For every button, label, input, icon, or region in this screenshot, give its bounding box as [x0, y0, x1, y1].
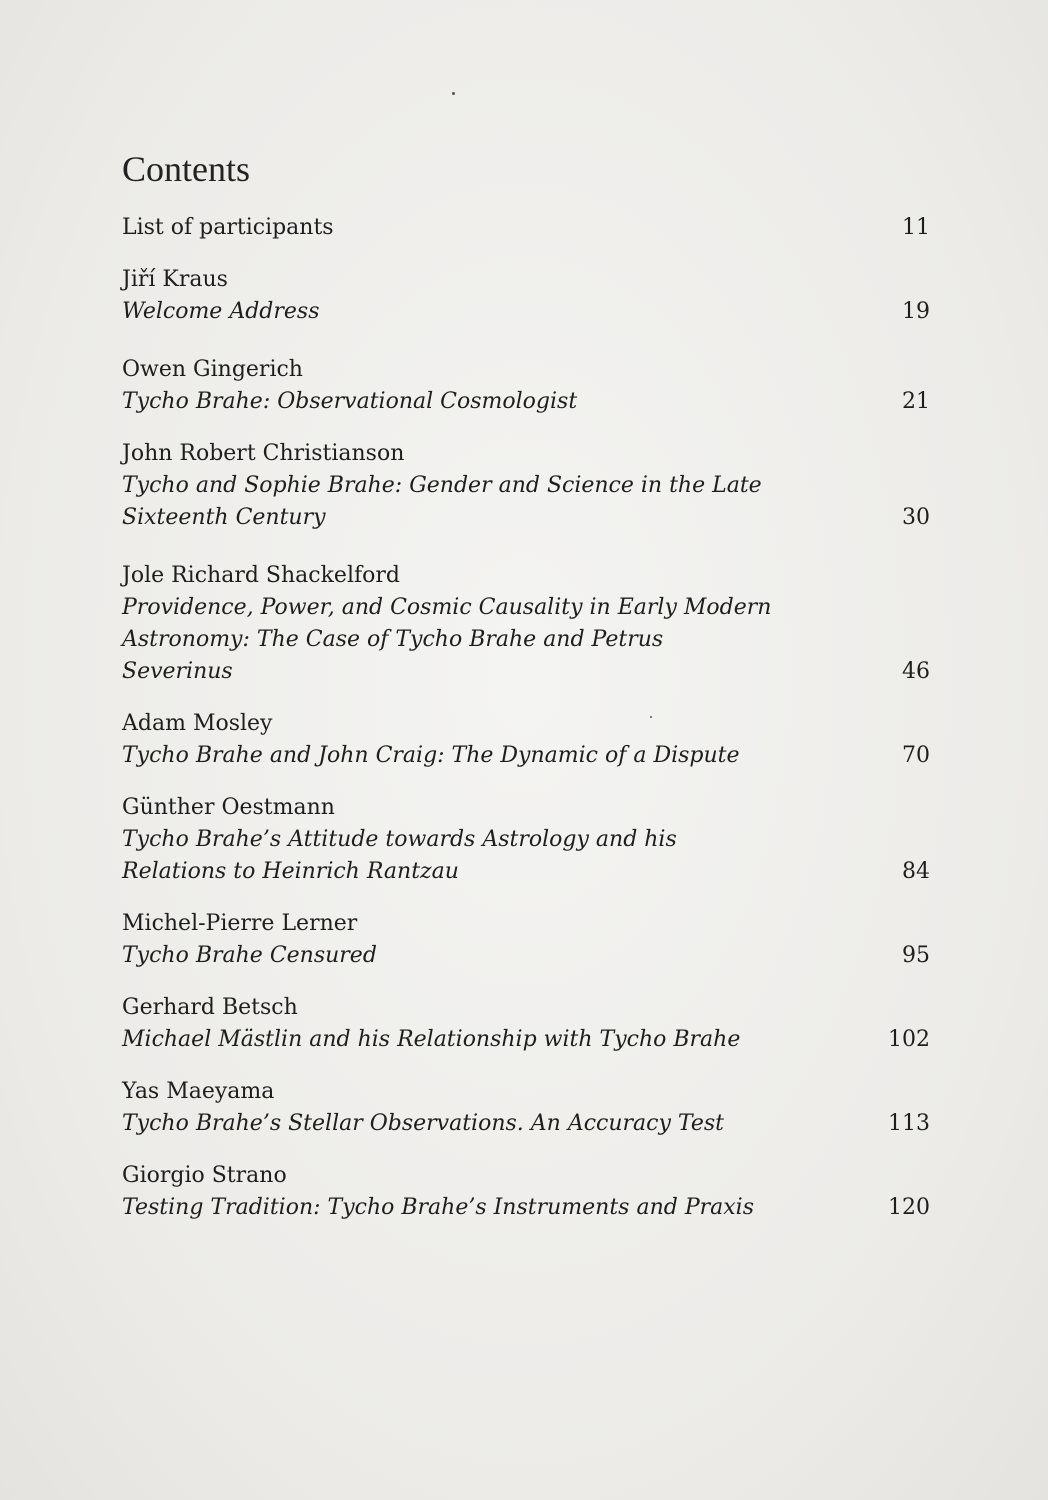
page-number: 30	[902, 505, 930, 530]
page-number: 19	[902, 299, 930, 324]
entry-title-line: Tycho Brahe: Observational Cosmologist	[122, 389, 578, 414]
page-number: 84	[902, 859, 930, 884]
entry-author: Jiří Kraus	[122, 267, 228, 292]
entry-title-line: Tycho Brahe and John Craig: The Dynamic of a Dispute	[122, 743, 740, 768]
entry-author: Adam Mosley	[122, 711, 273, 736]
toc-entry	[122, 708, 930, 772]
page-number: 70	[902, 743, 930, 768]
page-number: 95	[902, 943, 930, 968]
table-of-contents	[122, 212, 930, 1244]
page-heading: Contents	[122, 149, 251, 190]
entry-title-line: Sixteenth Century	[122, 505, 326, 530]
toc-entry	[122, 1160, 930, 1224]
speck-mark	[452, 92, 455, 95]
toc-entry	[122, 792, 930, 888]
entry-author: Yas Maeyama	[122, 1079, 275, 1104]
toc-entry	[122, 264, 930, 328]
toc-entry-participants	[122, 212, 930, 244]
entry-title-line: Testing Tradition: Tycho Brahe’s Instruments and Praxis	[122, 1195, 754, 1220]
page-number: 21	[902, 389, 930, 414]
page-number: 113	[888, 1111, 930, 1136]
entry-author: John Robert Christianson	[122, 441, 405, 466]
entry-title-line: Welcome Address	[122, 299, 320, 324]
page-number: 102	[888, 1027, 930, 1052]
entry-title-line: Tycho Brahe’s Stellar Observations. An Accuracy Test	[122, 1111, 725, 1136]
entry-title-line: Astronomy: The Case of Tycho Brahe and Petrus	[122, 627, 664, 652]
entry-author: Gerhard Betsch	[122, 995, 298, 1020]
entry-author: Günther Oestmann	[122, 795, 335, 820]
toc-entry	[122, 438, 930, 534]
toc-entry	[122, 992, 930, 1056]
entry-author: Jole Richard Shackelford	[122, 563, 400, 588]
entry-title-line: Severinus	[122, 659, 233, 684]
entry-author: Michel-Pierre Lerner	[122, 911, 358, 936]
entry-author: Giorgio Strano	[122, 1163, 287, 1188]
entry-title-line: Relations to Heinrich Rantzau	[122, 859, 459, 884]
entry-title-line: Providence, Power, and Cosmic Causality in Early Modern	[122, 595, 772, 620]
page-number: 46	[902, 659, 930, 684]
toc-entry	[122, 560, 930, 688]
entry-author: Owen Gingerich	[122, 357, 303, 382]
entry-title-line: Tycho Brahe’s Attitude towards Astrology and his	[122, 827, 677, 852]
entry-title-line: Tycho and Sophie Brahe: Gender and Science in the Late	[122, 473, 762, 498]
toc-entry	[122, 354, 930, 418]
toc-entry	[122, 1076, 930, 1140]
toc-entry	[122, 908, 930, 972]
entry-title-line: Michael Mästlin and his Relationship with Tycho Brahe	[122, 1027, 741, 1052]
entry-title-line: Tycho Brahe Censured	[122, 943, 377, 968]
page-number: 120	[888, 1195, 930, 1220]
page-number: 11	[902, 215, 930, 240]
toc-entry-label: List of participants	[122, 215, 334, 240]
